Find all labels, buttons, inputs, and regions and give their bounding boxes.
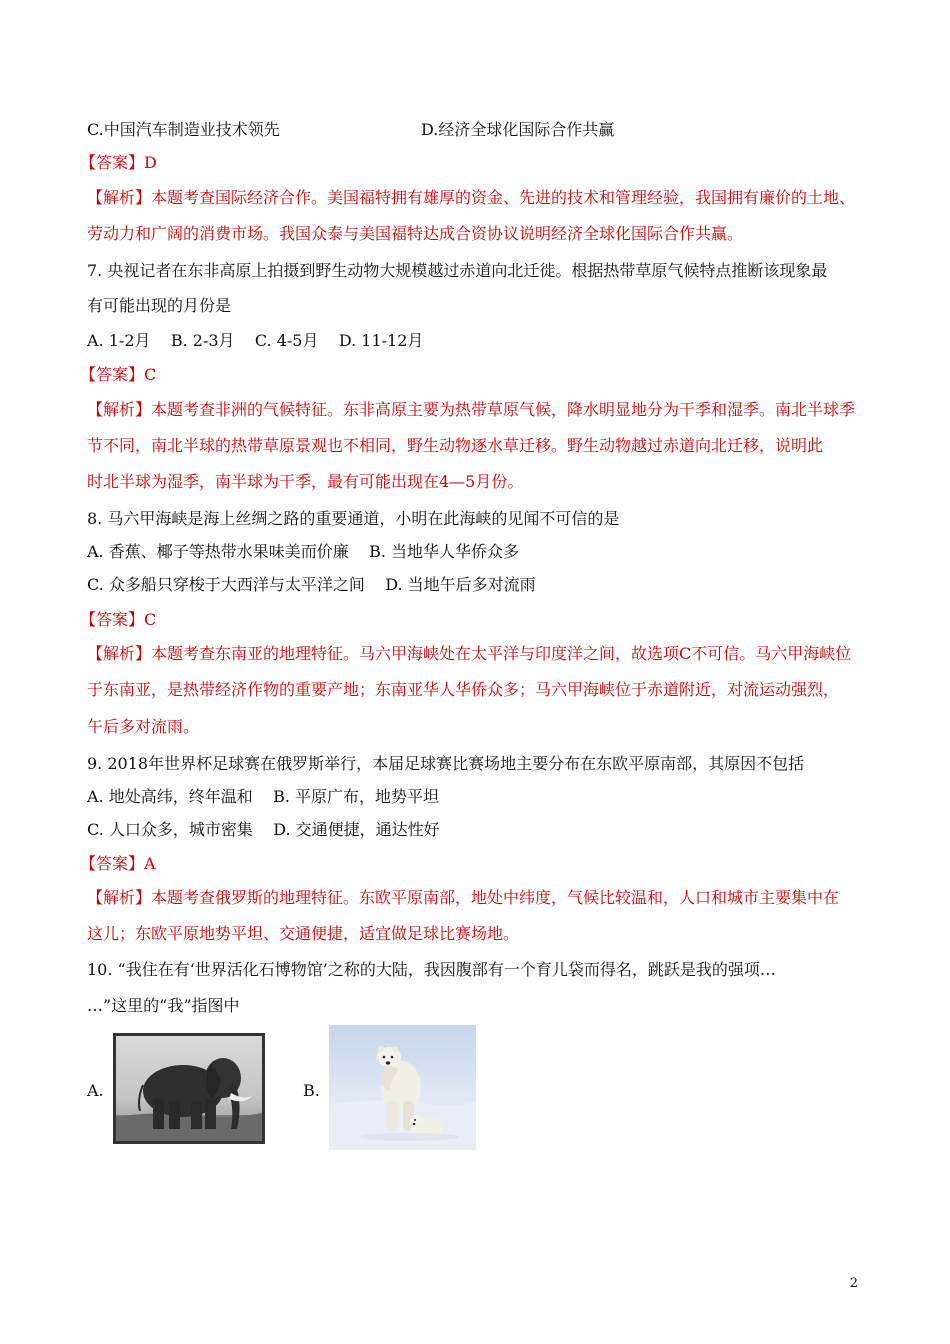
q8-answer: 【答案】C: [80, 610, 157, 629]
q7-options: A. 1-2月 B. 2-3月 C. 4-5月 D. 11-12月: [87, 331, 424, 350]
q9-stem: 9. 2018年世界杯足球赛在俄罗斯举行，本届足球赛比赛场地主要分布在东欧平原南部，其原因不包括: [87, 754, 805, 773]
q7-analysis-line1: 【解析】本题考查非洲的气候特征。东非高原主要为热带草原气候，降水明显地分为干季和湿季。南北半球季: [87, 400, 856, 419]
q9-analysis-line2: 这儿；东欧平原地势平坦、交通便捷，适宜做足球比赛场地。: [87, 924, 520, 943]
q6-option-c: C.中国汽车制造业技术领先: [87, 120, 280, 139]
q6-answer: 【答案】D: [80, 153, 157, 172]
q9-options-line2: C. 人口众多，城市密集 D. 交通便捷，通达性好: [87, 820, 440, 839]
q8-analysis-line3: 午后多对流雨。: [87, 717, 200, 736]
q8-analysis-line2: 于东南亚，是热带经济作物的重要产地；东南亚华人华侨众多；马六甲海峡位于赤道附近，对流运动强烈，: [87, 680, 840, 699]
q10-stem-line1: 10. “我住在有‘世界活化石博物馆’之称的大陆，我因腹部有一个育儿袋而得名，跳跃是我的强项…: [87, 960, 776, 979]
elephant-image: [113, 1033, 265, 1144]
q8-options-line1: A. 香蕉、椰子等热带水果味美而价廉 B. 当地华人华侨众多: [87, 542, 520, 561]
page-number: 2: [849, 1276, 858, 1291]
q10-label-a: A.: [87, 1081, 104, 1100]
q7-stem-line1: 7. 央视记者在东非高原上拍摄到野生动物大规模越过赤道向北迁徙。根据热带草原气候特点推断该现象最: [87, 261, 828, 280]
q6-analysis-line1: 【解析】本题考查国际经济合作。美国福特拥有雄厚的资金、先进的技术和管理经验，我国拥有廉价的土地、: [87, 188, 856, 207]
q10-label-b: B.: [303, 1081, 320, 1100]
q8-stem: 8. 马六甲海峡是海上丝绸之路的重要通道，小明在此海峡的见闻不可信的是: [87, 509, 620, 528]
q6-option-d: D.经济全球化国际合作共赢: [421, 120, 615, 139]
q7-stem-line2: 有可能出现的月份是: [87, 296, 232, 315]
q10-stem-line2: …”这里的“我”指图中: [87, 996, 240, 1015]
q8-analysis-line1: 【解析】本题考查东南亚的地理特征。马六甲海峡处在太平洋与印度洋之间，故选项C不可信。马六甲海峡位: [87, 644, 852, 663]
q7-analysis-line2: 节不同，南北半球的热带草原景观也不相同，野生动物逐水草迁移。野生动物越过赤道向北迁移，说明此: [87, 436, 824, 455]
q9-options-line1: A. 地处高纬，终年温和 B. 平原广布，地势平坦: [87, 787, 440, 806]
polar-bear-image: [329, 1025, 476, 1150]
q6-analysis-line2: 劳动力和广阔的消费市场。我国众泰与美国福特达成合资协议说明经济全球化国际合作共赢。: [87, 224, 744, 243]
q7-analysis-line3: 时北半球为湿季，南半球为干季，最有可能出现在4—5月份。: [87, 472, 524, 491]
q7-answer: 【答案】C: [80, 365, 157, 384]
q9-analysis-line1: 【解析】本题考查俄罗斯的地理特征。东欧平原南部，地处中纬度，气候比较温和，人口和城市主要集中在: [87, 888, 840, 907]
q9-answer: 【答案】A: [80, 854, 156, 873]
q8-options-line2: C. 众多船只穿梭于大西洋与太平洋之间 D. 当地午后多对流雨: [87, 575, 536, 594]
